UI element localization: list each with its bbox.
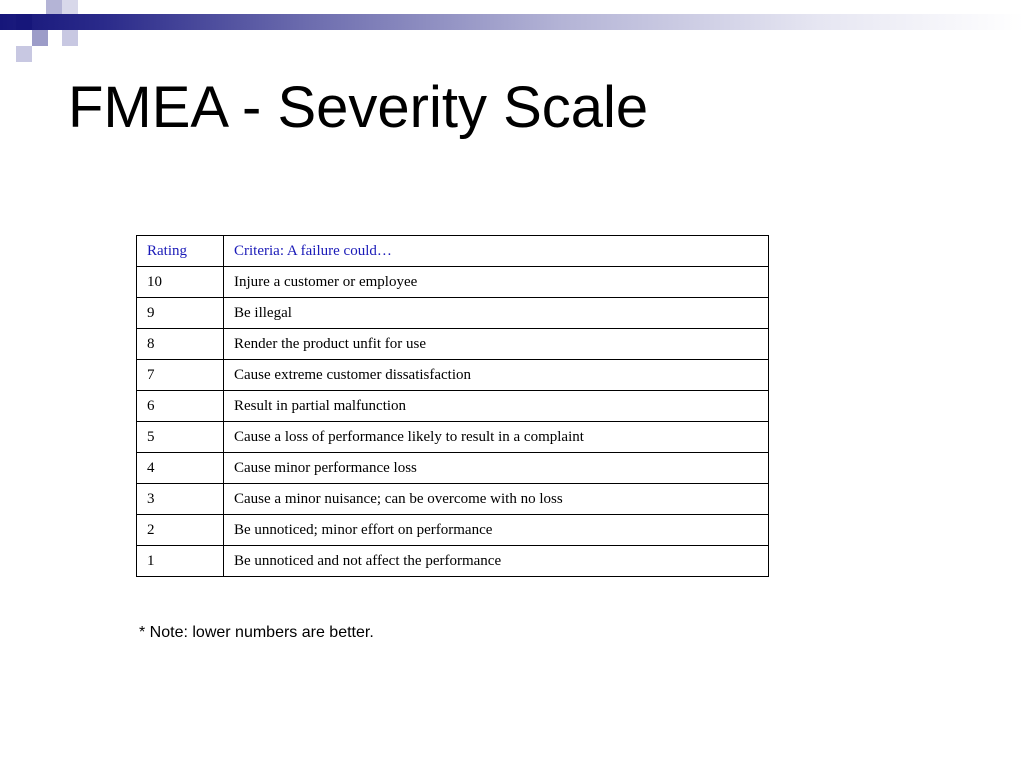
criteria-cell: Be illegal <box>224 298 769 329</box>
table-row <box>137 298 769 329</box>
criteria-cell: Cause minor performance loss <box>224 453 769 484</box>
table-row <box>137 484 769 515</box>
rating-cell: 5 <box>137 422 224 453</box>
rating-cell: 8 <box>137 329 224 360</box>
table-row <box>137 329 769 360</box>
rating-cell: 10 <box>137 267 224 298</box>
rating-cell: 6 <box>137 391 224 422</box>
criteria-cell: Result in partial malfunction <box>224 391 769 422</box>
table-row <box>137 422 769 453</box>
column-header-criteria: Criteria: A failure could… <box>224 236 769 267</box>
criteria-cell: Cause extreme customer dissatisfaction <box>224 360 769 391</box>
rating-cell: 2 <box>137 515 224 546</box>
table-row <box>137 360 769 391</box>
table-row <box>137 267 769 298</box>
table-header-row <box>137 236 769 267</box>
header-gradient-band <box>0 14 1024 30</box>
rating-cell: 4 <box>137 453 224 484</box>
criteria-cell: Cause a minor nuisance; can be overcome with no loss <box>224 484 769 515</box>
criteria-cell: Be unnoticed and not affect the performance <box>224 546 769 577</box>
footnote: * Note: lower numbers are better. <box>139 624 374 641</box>
rating-cell: 3 <box>137 484 224 515</box>
checker-square-light <box>62 30 78 46</box>
rating-cell: 7 <box>137 360 224 391</box>
table-row <box>137 546 769 577</box>
checker-square-dark <box>16 14 32 30</box>
slide-title: FMEA - Severity Scale <box>68 75 649 140</box>
rating-cell: 1 <box>137 546 224 577</box>
severity-scale-table <box>136 235 769 577</box>
column-header-rating: Rating <box>137 236 224 267</box>
checker-square-light <box>46 0 62 14</box>
rating-cell: 9 <box>137 298 224 329</box>
checker-square-light <box>16 46 32 62</box>
criteria-cell: Render the product unfit for use <box>224 329 769 360</box>
criteria-cell: Injure a customer or employee <box>224 267 769 298</box>
table-row <box>137 391 769 422</box>
table-row <box>137 453 769 484</box>
criteria-cell: Cause a loss of performance likely to result in a complaint <box>224 422 769 453</box>
checker-square-light <box>62 0 78 14</box>
criteria-cell: Be unnoticed; minor effort on performance <box>224 515 769 546</box>
checker-square-light <box>32 30 48 46</box>
table-row <box>137 515 769 546</box>
